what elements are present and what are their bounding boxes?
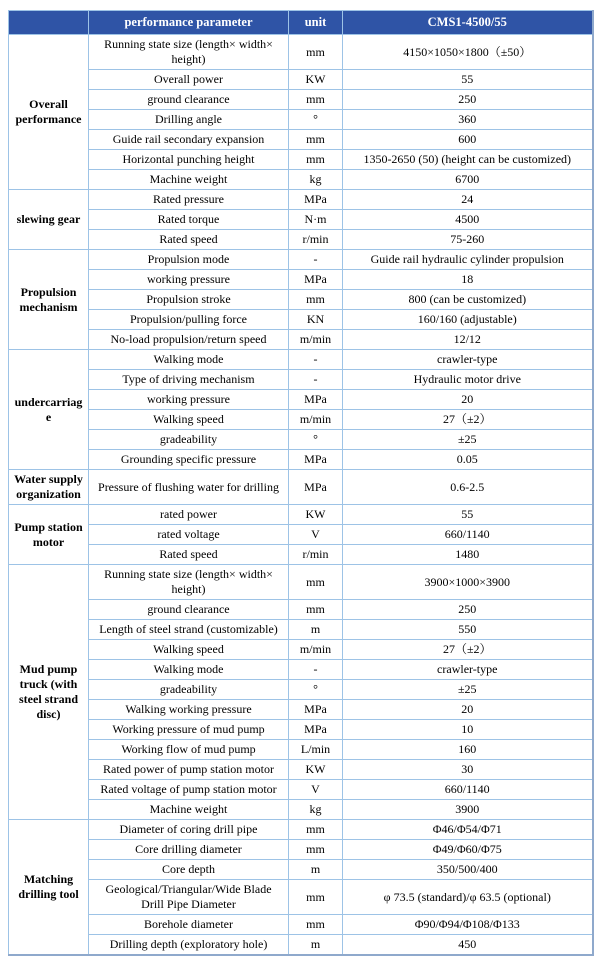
header-category [9,11,89,35]
param-cell: Rated power of pump station motor [89,760,289,780]
param-cell: Core depth [89,860,289,880]
table-row [9,190,593,210]
value-cell: 24 [343,190,593,210]
unit-cell: m [289,935,343,956]
value-cell: Φ90/Φ94/Φ108/Φ133 [343,915,593,935]
spec-table [8,10,594,956]
table-row [9,780,593,800]
unit-cell: m [289,860,343,880]
value-cell: 160 [343,740,593,760]
param-cell: Rated pressure [89,190,289,210]
param-cell: Walking mode [89,350,289,370]
param-cell: Running state size (length× width× height) [89,35,289,70]
value-cell: 660/1140 [343,525,593,545]
table-row [9,370,593,390]
param-cell: Running state size (length× width× height) [89,565,289,600]
value-cell: 10 [343,720,593,740]
param-cell: gradeability [89,430,289,450]
param-cell: Drilling depth (exploratory hole) [89,935,289,956]
unit-cell: mm [289,820,343,840]
unit-cell: - [289,370,343,390]
unit-cell: ° [289,680,343,700]
param-cell: ground clearance [89,600,289,620]
unit-cell: kg [289,800,343,820]
table-row [9,230,593,250]
table-row [9,740,593,760]
unit-cell: mm [289,600,343,620]
unit-cell: KN [289,310,343,330]
param-cell: Borehole diameter [89,915,289,935]
value-cell: 6700 [343,170,593,190]
value-cell: 660/1140 [343,780,593,800]
value-cell: 0.05 [343,450,593,470]
table-row [9,270,593,290]
value-cell: ±25 [343,430,593,450]
unit-cell: mm [289,840,343,860]
header-unit: unit [289,11,343,35]
unit-cell: KW [289,760,343,780]
header-row [9,11,593,35]
param-cell: No-load propulsion/return speed [89,330,289,350]
table-row [9,470,593,505]
param-cell: Propulsion mode [89,250,289,270]
unit-cell: - [289,660,343,680]
param-cell: Working flow of mud pump [89,740,289,760]
header-parameter: performance parameter [89,11,289,35]
value-cell: crawler-type [343,350,593,370]
param-cell: Propulsion/pulling force [89,310,289,330]
value-cell: 160/160 (adjustable) [343,310,593,330]
unit-cell: N·m [289,210,343,230]
param-cell: rated voltage [89,525,289,545]
param-cell: Pressure of flushing water for drilling [89,470,289,505]
param-cell: Walking speed [89,410,289,430]
unit-cell: MPa [289,390,343,410]
table-row [9,350,593,370]
unit-cell: ° [289,430,343,450]
unit-cell: KW [289,70,343,90]
value-cell: 250 [343,90,593,110]
value-cell: 20 [343,390,593,410]
value-cell: 30 [343,760,593,780]
value-cell: 600 [343,130,593,150]
table-row [9,450,593,470]
table-row [9,505,593,525]
unit-cell: mm [289,90,343,110]
unit-cell: m/min [289,410,343,430]
category-cell: Matching drilling tool [9,820,89,956]
spec-table-body [9,35,593,956]
unit-cell: MPa [289,190,343,210]
unit-cell: - [289,250,343,270]
table-row [9,915,593,935]
unit-cell: MPa [289,720,343,740]
unit-cell: mm [289,150,343,170]
param-cell: Machine weight [89,800,289,820]
value-cell: 550 [343,620,593,640]
value-cell: 1350-2650 (50) (height can be customized) [343,150,593,170]
value-cell: φ 73.5 (standard)/φ 63.5 (optional) [343,880,593,915]
value-cell: 18 [343,270,593,290]
table-row [9,720,593,740]
table-row [9,250,593,270]
unit-cell: m [289,620,343,640]
table-row [9,90,593,110]
unit-cell: mm [289,290,343,310]
category-cell: undercarriage [9,350,89,470]
spec-table-header [9,11,593,35]
category-cell: slewing gear [9,190,89,250]
unit-cell: KW [289,505,343,525]
value-cell: Φ46/Φ54/Φ71 [343,820,593,840]
table-row [9,35,593,70]
table-row [9,545,593,565]
table-row [9,880,593,915]
table-row [9,390,593,410]
table-row [9,680,593,700]
value-cell: 55 [343,70,593,90]
value-cell: 350/500/400 [343,860,593,880]
value-cell: 27（±2） [343,640,593,660]
param-cell: Diameter of coring drill pipe [89,820,289,840]
table-row [9,700,593,720]
value-cell: 800 (can be customized) [343,290,593,310]
category-cell: Overall performance [9,35,89,190]
unit-cell: - [289,350,343,370]
param-cell: Horizontal punching height [89,150,289,170]
value-cell: 450 [343,935,593,956]
header-model: CMS1-4500/55 [343,11,593,35]
table-row [9,410,593,430]
param-cell: working pressure [89,270,289,290]
table-row [9,150,593,170]
param-cell: Rated speed [89,230,289,250]
value-cell: 4500 [343,210,593,230]
unit-cell: MPa [289,270,343,290]
unit-cell: ° [289,110,343,130]
category-cell: Pump station motor [9,505,89,565]
param-cell: Length of steel strand (customizable) [89,620,289,640]
unit-cell: mm [289,130,343,150]
unit-cell: mm [289,915,343,935]
value-cell: 12/12 [343,330,593,350]
param-cell: working pressure [89,390,289,410]
unit-cell: r/min [289,230,343,250]
unit-cell: V [289,780,343,800]
table-row [9,840,593,860]
param-cell: Working pressure of mud pump [89,720,289,740]
value-cell: 250 [343,600,593,620]
value-cell: 55 [343,505,593,525]
param-cell: Type of driving mechanism [89,370,289,390]
param-cell: Grounding specific pressure [89,450,289,470]
table-row [9,860,593,880]
unit-cell: mm [289,35,343,70]
table-row [9,525,593,545]
table-row [9,620,593,640]
param-cell: Rated speed [89,545,289,565]
param-cell: Rated torque [89,210,289,230]
value-cell: Guide rail hydraulic cylinder propulsion [343,250,593,270]
param-cell: Geological/Triangular/Wide Blade Drill Pipe Diameter [89,880,289,915]
table-row [9,170,593,190]
value-cell: 0.6-2.5 [343,470,593,505]
param-cell: Propulsion stroke [89,290,289,310]
value-cell: Hydraulic motor drive [343,370,593,390]
unit-cell: m/min [289,330,343,350]
table-row [9,660,593,680]
table-row [9,290,593,310]
param-cell: Walking speed [89,640,289,660]
value-cell: crawler-type [343,660,593,680]
unit-cell: MPa [289,470,343,505]
unit-cell: m/min [289,640,343,660]
param-cell: Machine weight [89,170,289,190]
param-cell: gradeability [89,680,289,700]
unit-cell: V [289,525,343,545]
value-cell: 360 [343,110,593,130]
category-cell: Propulsion mechanism [9,250,89,350]
param-cell: Core drilling diameter [89,840,289,860]
table-row [9,565,593,600]
value-cell: 3900 [343,800,593,820]
param-cell: Walking mode [89,660,289,680]
unit-cell: MPa [289,700,343,720]
table-row [9,130,593,150]
value-cell: 75-260 [343,230,593,250]
param-cell: rated power [89,505,289,525]
unit-cell: kg [289,170,343,190]
table-row [9,310,593,330]
table-row [9,210,593,230]
value-cell: 1480 [343,545,593,565]
unit-cell: L/min [289,740,343,760]
param-cell: Drilling angle [89,110,289,130]
unit-cell: mm [289,880,343,915]
value-cell: Φ49/Φ60/Φ75 [343,840,593,860]
unit-cell: mm [289,565,343,600]
value-cell: 27（±2） [343,410,593,430]
param-cell: Walking working pressure [89,700,289,720]
table-row [9,330,593,350]
category-cell: Mud pump truck (with steel strand disc) [9,565,89,820]
value-cell: 3900×1000×3900 [343,565,593,600]
table-row [9,110,593,130]
table-row [9,935,593,956]
param-cell: Guide rail secondary expansion [89,130,289,150]
table-row [9,430,593,450]
unit-cell: r/min [289,545,343,565]
table-row [9,640,593,660]
param-cell: ground clearance [89,90,289,110]
unit-cell: MPa [289,450,343,470]
table-row [9,760,593,780]
value-cell: 20 [343,700,593,720]
param-cell: Rated voltage of pump station motor [89,780,289,800]
table-row [9,820,593,840]
param-cell: Overall power [89,70,289,90]
table-row [9,70,593,90]
category-cell: Water supply organization [9,470,89,505]
table-row [9,800,593,820]
table-row [9,600,593,620]
value-cell: ±25 [343,680,593,700]
value-cell: 4150×1050×1800（±50） [343,35,593,70]
